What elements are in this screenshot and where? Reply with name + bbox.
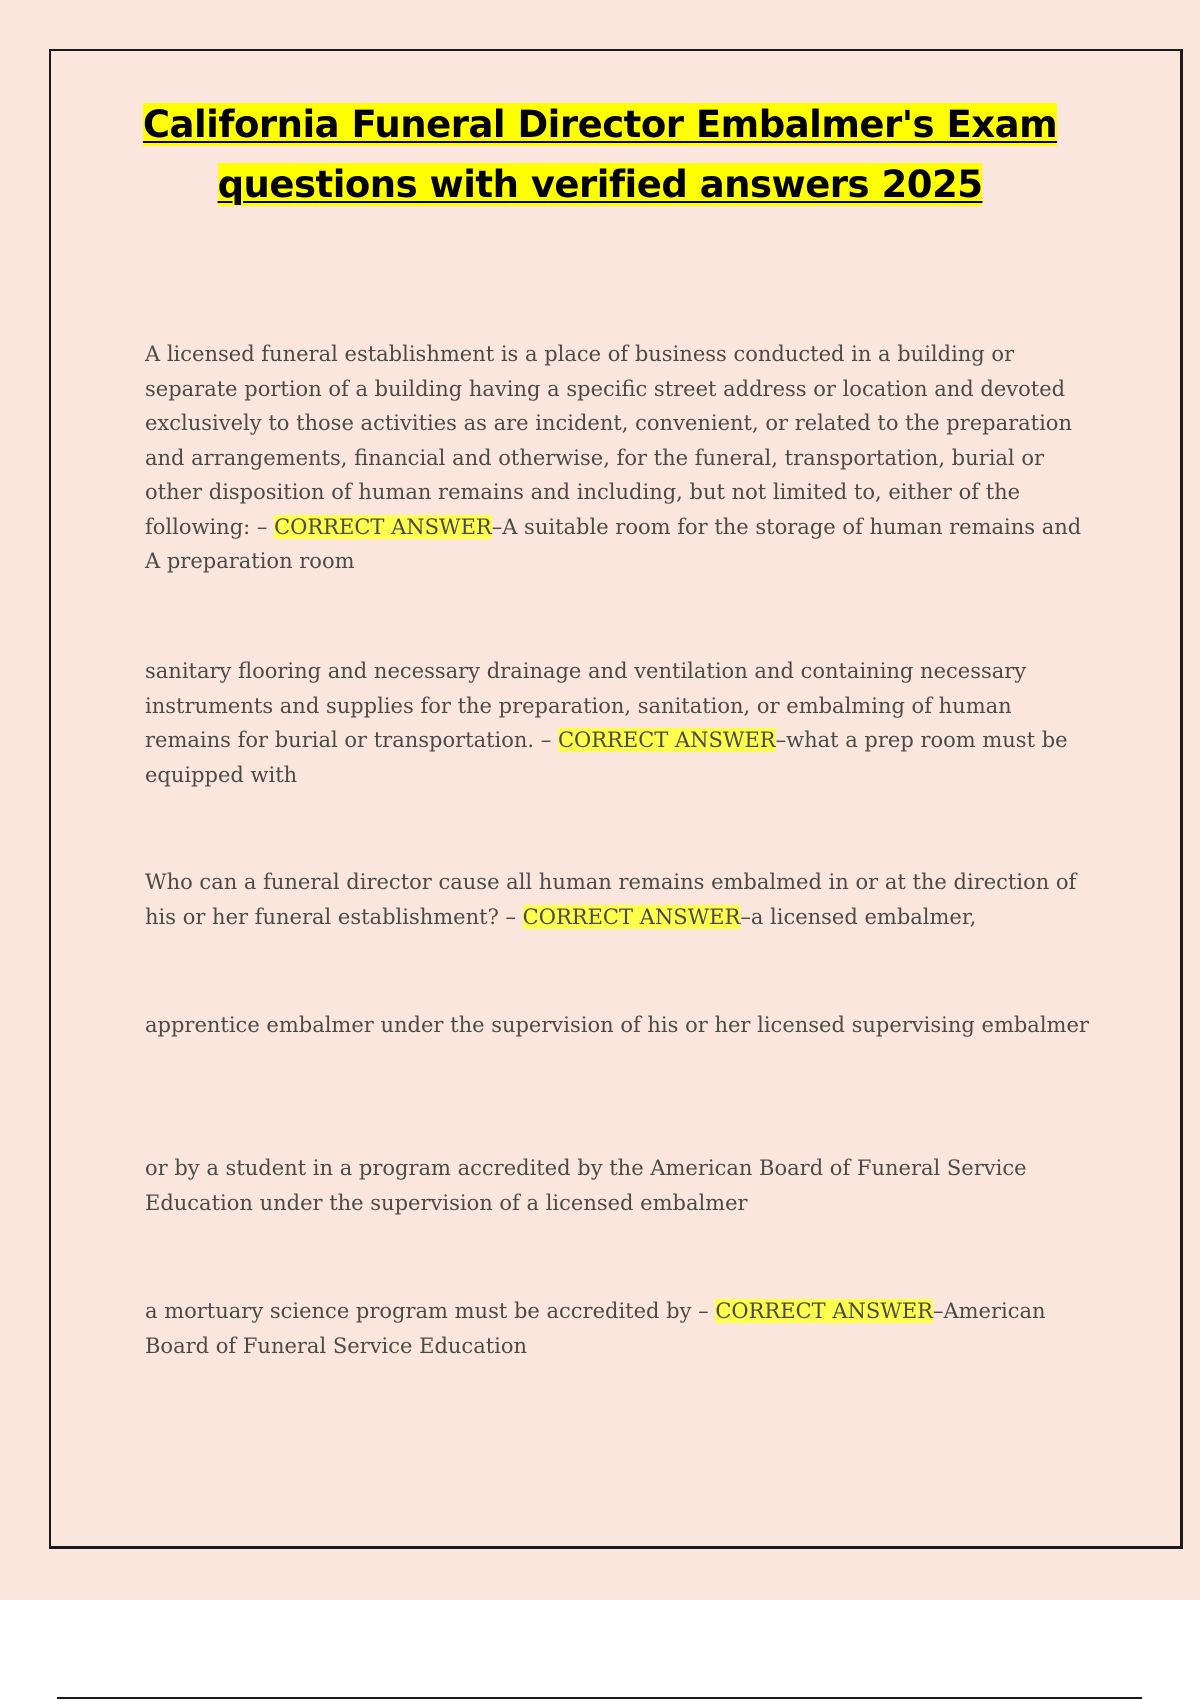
question-text: sanitary flooring and necessary drainage and ventilation and containing necessary instruments and supplies for the preparation, sanitation, or embalming of human remains for burial or transportation. – [145,659,1027,752]
qa-item-1 [145,337,1095,579]
correct-answer-marker: CORRECT ANSWER [274,514,492,539]
qa-item-2 [145,654,1095,792]
answer-text: –a licensed embalmer, [740,904,977,929]
answer-text: –A suitable room for the storage of human remains and A preparation room [145,514,1082,573]
qa-item-4-continuation [145,1008,1095,1043]
qa-item-5-continuation [145,1151,1095,1220]
title-line-2: questions with verified answers 2025 [217,163,983,206]
continuation-text: or by a student in a program accredited by the American Board of Funeral Service Education under the supervision of a licensed embalmer [145,1156,1027,1215]
answer-text: –what a prep room must be equipped with [145,728,1068,787]
answer-text: –American Board of Funeral Service Education [145,1299,1046,1358]
question-text: a mortuary science program must be accredited by – [145,1299,716,1323]
correct-answer-marker: CORRECT ANSWER [715,1299,933,1323]
title-line-1: California Funeral Director Embalmer's Exam [142,103,1058,146]
continuation-text: apprentice embalmer under the supervision of his or her licensed supervising embalmer [145,1013,1089,1037]
question-text: Who can a funeral director cause all human remains embalmed in or at the direction of his or her funeral establishment? – [145,870,1077,929]
qa-item-6 [145,1294,1095,1363]
qa-item-3 [145,865,1095,934]
footer-divider [57,1697,1142,1699]
document-title [0,95,1200,215]
correct-answer-marker: CORRECT ANSWER [557,728,776,752]
question-text: A licensed funeral establishment is a place of business conducted in a building or separate portion of a building having a specific street address or location and devoted exclusively to those activities as are incident, convenient, or related to the preparation and arrangements, financial and otherwise, for the funeral, transportation, burial or other disposition of human remains and including, but not limited to, either of the following: – [145,342,1072,539]
correct-answer-marker: CORRECT ANSWER [522,904,741,929]
